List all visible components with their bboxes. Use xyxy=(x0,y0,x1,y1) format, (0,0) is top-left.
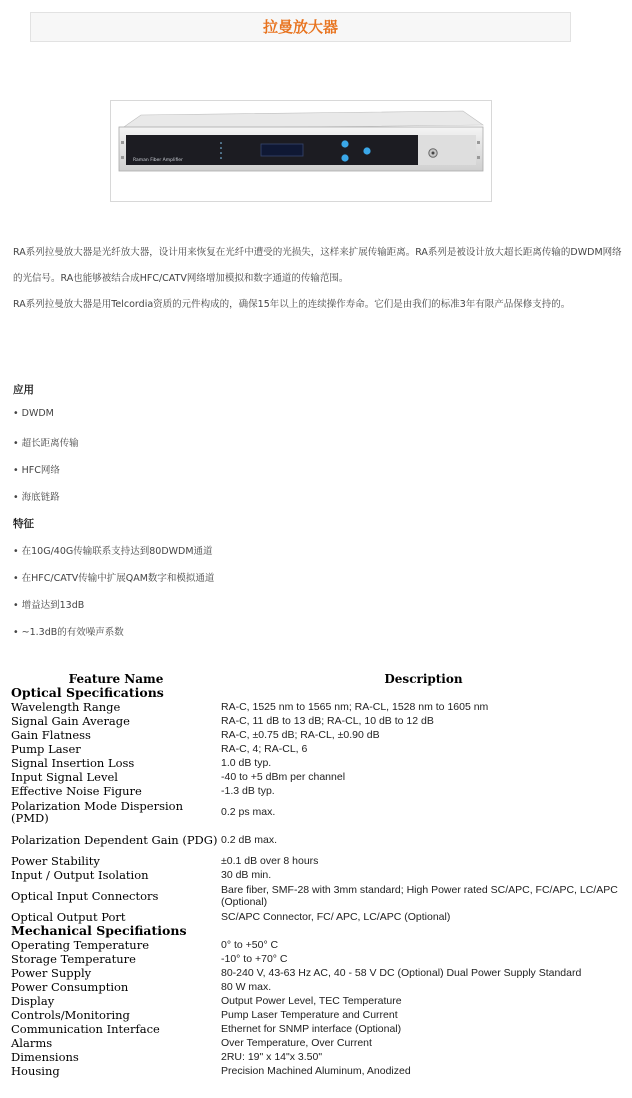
table-row xyxy=(11,700,626,714)
feature-desc: Bare fiber, SMF-28 with 3mm standard; High Power rated SC/APC, FC/APC, LC/APC (Optional) xyxy=(221,884,618,908)
table-row xyxy=(11,770,626,784)
table-row xyxy=(11,784,626,798)
feature-name: Input Signal Level xyxy=(11,770,118,784)
group-row xyxy=(11,924,626,938)
feature-desc: RA-C, ±0.75 dB; RA-CL, ±0.90 dB xyxy=(221,729,380,741)
table-row xyxy=(11,952,626,966)
applications-item: • 超长距离传输 xyxy=(13,438,79,449)
table-row xyxy=(11,994,626,1008)
group-mechanical: Mechanical Specifiations xyxy=(11,923,187,938)
feature-name: Polarization Dependent Gain (PDG) xyxy=(11,833,218,847)
table-row xyxy=(11,1022,626,1036)
feature-name: Gain Flatness xyxy=(11,728,91,742)
raman-amplifier-illustration xyxy=(111,101,491,201)
feature-name: Wavelength Range xyxy=(11,700,121,714)
feature-name: Dimensions xyxy=(11,1050,79,1064)
feature-desc: RA-C, 1525 nm to 1565 nm; RA-CL, 1528 nm to 1605 nm xyxy=(221,701,489,713)
feature-name: Input / Output Isolation xyxy=(11,868,149,882)
feature-desc: RA-C, 4; RA-CL, 6 xyxy=(221,743,308,755)
feature-name: Display xyxy=(11,994,55,1008)
feature-name: Optical Input Connectors xyxy=(11,889,159,903)
features-item: • 在10G/40G传输联系支持达到80DWDM通道 xyxy=(13,546,213,557)
applications-item: • HFC网络 xyxy=(13,465,60,476)
table-row xyxy=(11,1036,626,1050)
feature-desc: RA-C, 11 dB to 13 dB; RA-CL, 10 dB to 12 dB xyxy=(221,715,434,727)
feature-name: Power Supply xyxy=(11,966,92,980)
feature-desc: -10° to +70° C xyxy=(221,953,288,965)
table-row xyxy=(11,756,626,770)
feature-desc: 80 W max. xyxy=(221,981,272,993)
panel-label: Raman Fiber Amplifier xyxy=(133,158,183,163)
feature-name: Alarms xyxy=(11,1036,53,1050)
features-item: • 增益达到13dB xyxy=(13,600,85,611)
feature-name: Storage Temperature xyxy=(11,952,136,966)
feature-desc: 0.2 dB max. xyxy=(221,834,278,846)
table-row xyxy=(11,868,626,882)
table-row xyxy=(11,882,626,910)
table-row xyxy=(11,1064,626,1078)
feature-desc: -1.3 dB typ. xyxy=(221,785,275,797)
table-row xyxy=(11,910,626,924)
applications-heading: 应用 xyxy=(13,384,34,396)
features-heading: 特征 xyxy=(13,518,34,530)
product-image xyxy=(110,100,492,202)
feature-desc: ±0.1 dB over 8 hours xyxy=(221,855,319,867)
feature-desc: 80-240 V, 43-63 Hz AC, 40 - 58 V DC (Optional) Dual Power Supply Standard xyxy=(221,967,582,979)
feature-desc: Output Power Level, TEC Temperature xyxy=(221,995,402,1007)
applications-item: • DWDM xyxy=(13,408,54,419)
feature-name: Communication Interface xyxy=(11,1022,160,1036)
feature-desc: Precision Machined Aluminum, Anodized xyxy=(221,1065,411,1077)
feature-name: Optical Output Port xyxy=(11,910,126,924)
features-item: • 在HFC/CATV传输中扩展QAM数字和模拟通道 xyxy=(13,573,215,584)
table-row xyxy=(11,728,626,742)
column-header-description: Description xyxy=(384,672,463,686)
intro-text xyxy=(13,240,623,318)
feature-name: Operating Temperature xyxy=(11,938,150,952)
table-header-row xyxy=(11,672,626,686)
table-row xyxy=(11,966,626,980)
feature-desc: Ethernet for SNMP interface (Optional) xyxy=(221,1023,402,1035)
feature-name: Signal Gain Average xyxy=(11,714,130,728)
feature-desc: Over Temperature, Over Current xyxy=(221,1037,372,1049)
feature-name: Controls/Monitoring xyxy=(11,1008,130,1022)
feature-desc: 2RU: 19" x 14"x 3.50" xyxy=(221,1051,323,1063)
table-row xyxy=(11,742,626,756)
feature-name: Housing xyxy=(11,1064,60,1078)
feature-name: Power Stability xyxy=(11,854,100,868)
feature-name: Signal Insertion Loss xyxy=(11,756,135,770)
table-row xyxy=(11,826,626,854)
group-optical: Optical Specifications xyxy=(11,685,164,700)
table-row xyxy=(11,714,626,728)
feature-name: Power Consumption xyxy=(11,980,129,994)
intro-paragraph: RA系列拉曼放大器是用Telcordia资质的元件构成的，确保15年以上的连续操作寿命。它们是由我们的标准3年有限产品保修支持的。 xyxy=(13,299,571,310)
feature-desc: 0° to +50° C xyxy=(221,939,279,951)
feature-name: Pump Laser xyxy=(11,742,81,756)
features-item: • ~1.3dB的有效噪声系数 xyxy=(13,627,124,638)
table-row xyxy=(11,854,626,868)
intro-paragraph: RA系列拉曼放大器是光纤放大器，设计用来恢复在光纤中遭受的光损失，这样来扩展传输距离。RA系列是被设计放大超长距离传输的DWDM网络的光信号。RA也能够被结合成HFC/CATV网络增加模拟和数字通道的传输范围。 xyxy=(13,247,622,284)
table-row xyxy=(11,938,626,952)
feature-desc: SC/APC Connector, FC/ APC, LC/APC (Optional) xyxy=(221,911,451,923)
feature-name: Effective Noise Figure xyxy=(11,784,142,798)
table-row xyxy=(11,798,626,826)
table-row xyxy=(11,1008,626,1022)
group-row xyxy=(11,686,626,700)
feature-desc: 1.0 dB typ. xyxy=(221,757,272,769)
feature-desc: 0.2 ps max. xyxy=(221,806,276,818)
feature-desc: 30 dB min. xyxy=(221,869,272,881)
table-row xyxy=(11,980,626,994)
feature-desc: -40 to +5 dBm per channel xyxy=(221,771,346,783)
applications-item: • 海底链路 xyxy=(13,492,60,503)
column-header-feature: Feature Name xyxy=(68,672,164,686)
page-title: 拉曼放大器 xyxy=(30,12,571,42)
feature-desc: Pump Laser Temperature and Current xyxy=(221,1009,398,1021)
feature-name: Polarization Mode Dispersion (PMD) xyxy=(11,799,184,825)
table-row xyxy=(11,1050,626,1064)
spec-table xyxy=(11,672,626,1078)
